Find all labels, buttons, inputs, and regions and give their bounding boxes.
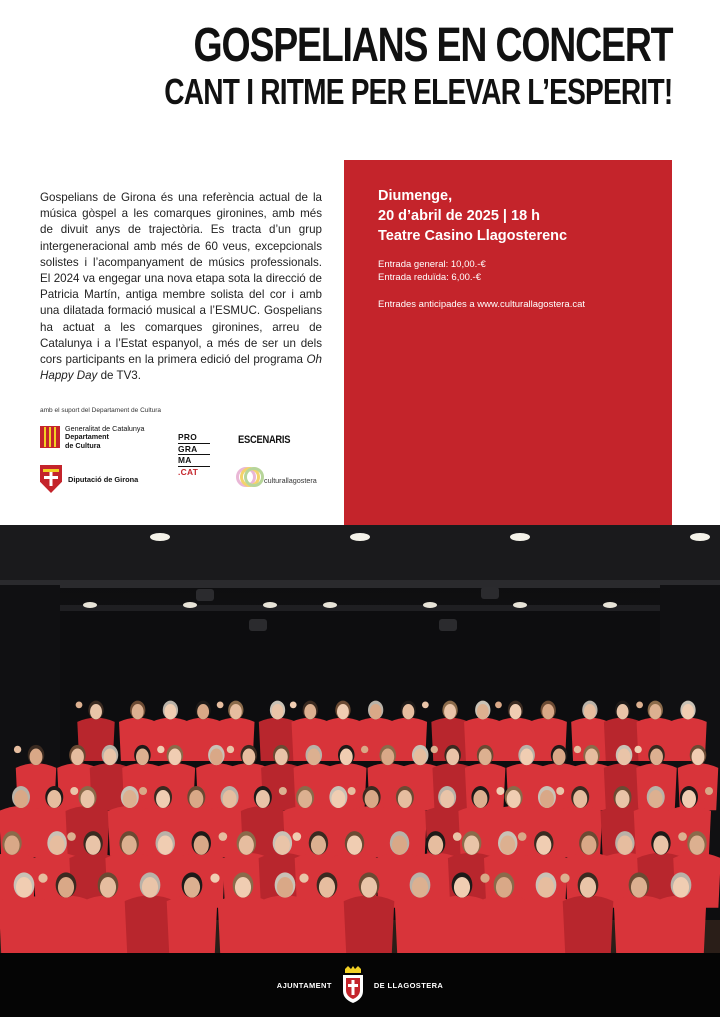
advance-tickets-link[interactable]: Entrades anticipades a www.culturallagostera.cat	[378, 299, 586, 310]
description-paragraph	[40, 190, 322, 384]
event-date-time: 20 d’abril de 2025 | 18 h	[378, 208, 541, 224]
generalitat-logo	[40, 425, 145, 450]
ceiling-light	[83, 602, 97, 608]
cultura-rings-icon	[236, 467, 264, 493]
generalitat-name: Generalitat de Catalunya	[65, 424, 145, 433]
ceiling-light	[350, 533, 370, 541]
event-day: Diumenge,	[378, 188, 453, 204]
ceiling-light	[423, 602, 437, 608]
cultura-llagostera-logo	[236, 467, 317, 493]
stage-spotlight	[196, 589, 214, 601]
page-subtitle: CANT I RITME PER ELEVAR L’ESPERIT!	[163, 71, 672, 112]
support-label: amb el suport del Departament de Cultura	[40, 407, 162, 414]
programa-cat-logo	[178, 432, 210, 477]
stage-spotlight	[249, 619, 267, 631]
llagostera-crest-icon	[340, 965, 366, 1005]
choir-photo	[0, 525, 720, 953]
ceiling-light	[603, 602, 617, 608]
footer-llagostera: DE LLAGOSTERA	[373, 980, 444, 990]
cultura-llagostera-name: culturallagostera	[264, 475, 317, 485]
ceiling-light	[513, 602, 527, 608]
programa-line-1: PRO	[178, 432, 210, 444]
description-text-end: de TV3.	[97, 369, 141, 383]
footer-bar	[0, 953, 720, 1017]
stage-spotlight	[481, 587, 499, 599]
page-title: GOSPELIANS EN CONCERT	[193, 19, 673, 72]
event-prices	[378, 258, 638, 284]
programa-line-4: .CAT	[178, 466, 199, 477]
programa-line-2: GRA	[178, 444, 210, 456]
title-block	[21, 20, 672, 112]
ceiling-light	[183, 602, 197, 608]
ceiling-light	[323, 602, 337, 608]
senyera-icon	[40, 426, 60, 448]
program-name: Oh Happy Day	[40, 353, 322, 383]
choir-illustration	[0, 525, 720, 953]
ceiling-light	[150, 533, 170, 541]
diputacio-logo	[40, 465, 138, 493]
escenaris-logo: ESCENARIS	[238, 434, 291, 446]
ceiling-light	[263, 602, 277, 608]
event-info-box	[344, 160, 672, 538]
footer-ajuntament: AJUNTAMENT	[276, 980, 332, 990]
diputacio-name: Diputació de Girona	[68, 474, 139, 484]
programa-line-3: MA	[178, 455, 210, 467]
price-general: Entrada general: 10,00.-€	[378, 259, 486, 270]
diputacio-shield-icon	[40, 465, 62, 493]
stage-spotlight	[439, 619, 457, 631]
event-venue: Teatre Casino Llagosterenc	[378, 228, 568, 244]
description-text: Gospelians de Girona és una referència actual de la música gòspel a les comarques gironines, amb més de divuit anys de trajectòria. Es tracta d’un grup intergeneracional amb més de 60 veus, excepcionals solistes i l’acompanyament de músics professionals. El 2024 va engegar una nova etapa sota la direcció de Patricia Martín, antiga membre solista del cor i amb una dilatada formació musical a l’ESMUC. Gospelians ha actuat a les comarques gironines, arreu de Catalunya i a l’Estat espanyol, a més de ser un dels cors participants en la primera edició del programa	[40, 191, 322, 367]
ceiling-light	[690, 533, 710, 541]
generalitat-department: Departament	[65, 432, 109, 442]
ceiling-light	[510, 533, 530, 541]
generalitat-culture: de Cultura	[65, 440, 101, 450]
price-reduced: Entrada reduïda: 6,00.-€	[378, 272, 481, 283]
